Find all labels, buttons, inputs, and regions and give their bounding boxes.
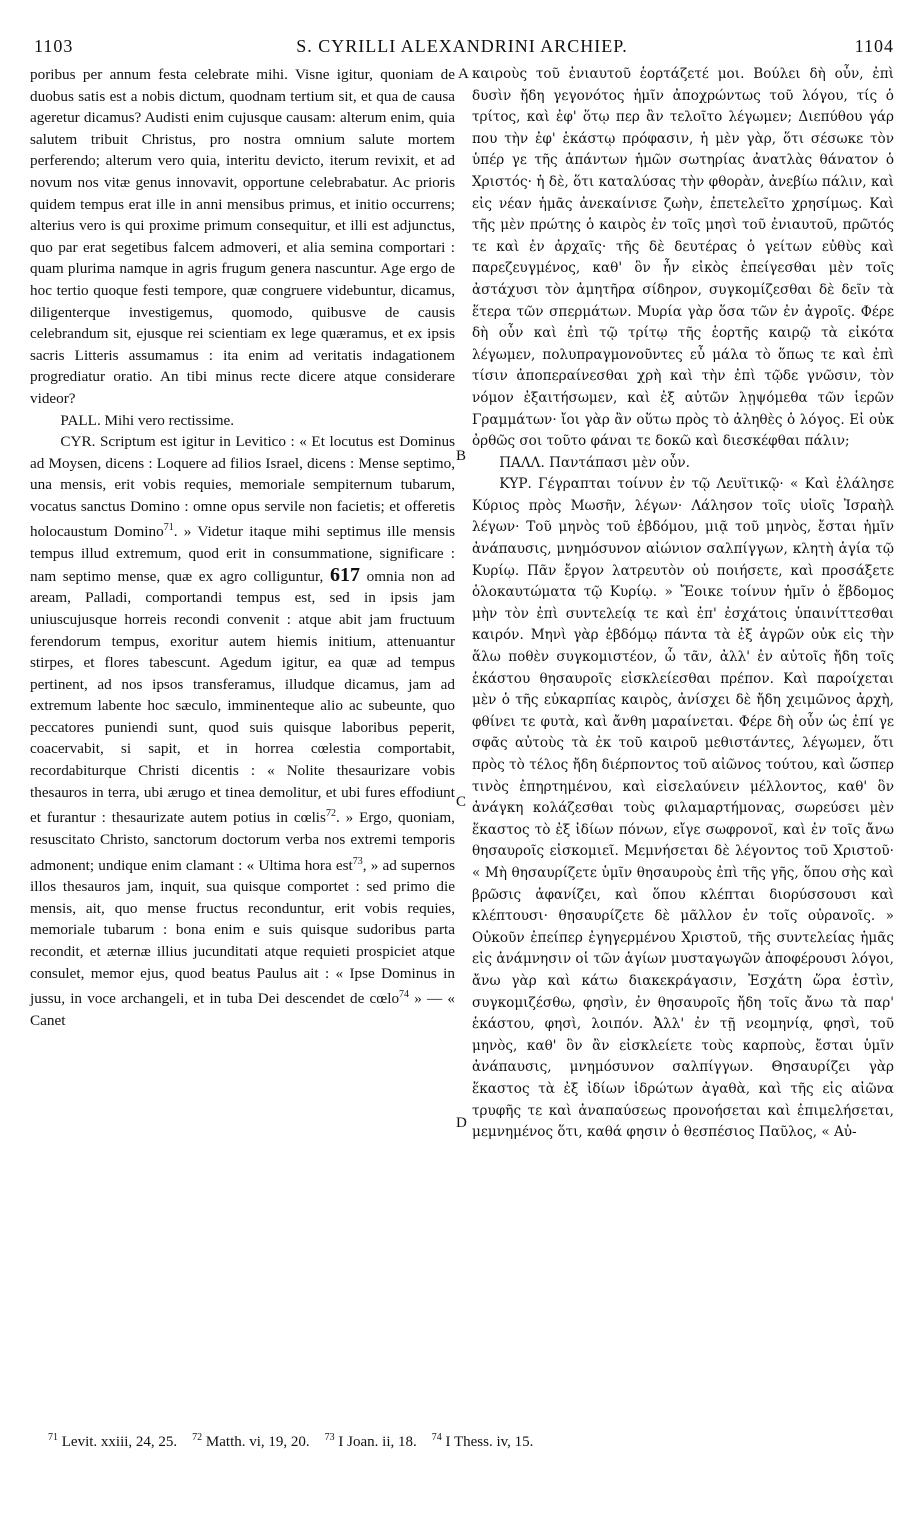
running-title: S. CYRILLI ALEXANDRINI ARCHIEP. xyxy=(296,36,628,56)
margin-marker-c: C xyxy=(456,794,467,810)
column-number: 617 xyxy=(329,563,360,586)
footnote-number: 71 xyxy=(48,1432,58,1443)
latin-text: . » Ergo, quoniam, resuscitato Christo, sanctorum doctorum verba nos extremi temporis admonent; undique enim clamant : « Ultima hora est xyxy=(30,809,455,874)
latin-column xyxy=(30,64,455,1031)
margin-marker-b: B xyxy=(456,448,467,464)
footnote-ref: 74 xyxy=(399,989,410,1001)
latin-text: , » ad supernos illos thesauros jam, inquit, sua quisque comportet : sed primo die mensis, ait, quo mense fructus reconduntur, erit vobis requies, memoriale tubarum : bona enim e suis quisque sudoribus parta recondit, et æternæ illius jucunditati atque requieti prospiciet atque consulet, memor ejus, quod beatus Paulus ait : « Ipse Dominus in jussu, in voce archangeli, et in tuba Dei descendet de cœlo xyxy=(30,856,455,1008)
footnote-ref: 71 xyxy=(163,522,174,534)
footnote-text: I Thess. iv, 15. xyxy=(445,1434,534,1450)
latin-text: CYR. Scriptum est igitur in Levitico : « Et locutus est Dominus ad Moysen, dicens : Loquere ad filios Israel, dicens : Mense septimo, una mensis, erit vobis requies, memoriale sempiternum tubarum, vocatus sanctus Domino : omne opus servile non facietis; et offeretis holocaustum Domino xyxy=(30,433,455,541)
right-page-number: 1104 xyxy=(854,36,894,56)
margin-marker-a: A xyxy=(458,66,469,82)
footnote-text: Levit. xxiii, 24, 25. xyxy=(61,1434,178,1450)
greek-paragraph-1: καιροὺς τοῦ ἐνιαυτοῦ ἑορτάζετέ μοι. Βούλει δὴ οὖν, ἐπὶ δυσὶν ἤδη γεγονότος ἡμῖν ἀποχρώντως τοῦ λόγου, τίς ὁ τρίτος, καὶ ἐφ' ὅτῳ περ ἂν τελοῖτο λέγωμεν; Διεπύθου γάρ που τὴν ἐφ' ἑκάστῳ πρόφασιν, ἡ μὲν γὰρ, ὅτι σέσωκε τὸν ὑπέρ γε τῆς ἁπάντων ἡμῶν σωτηρίας ἀνατλὰς θάνατον ὁ Χριστός· ἡ δὲ, ὅτι καταλύσας τὴν φθορὰν, ἀνεβίω πάλιν, καὶ εἰς νέαν ἡμᾶς ἀνεκαίνισε ζωὴν, ἐπετελεῖτο χρησίμως. Καὶ τῆς μὲν πρώτης ὁ καιρὸς ἐν τοῖς μησὶ τοῦ ἐνιαυτοῦ, πρῶτός τε καὶ ἐν ἀρχαῖς· τῆς δὲ δευτέρας ὁ γείτων εὐθὺς καὶ παρεζευγμένος, καθ' ὃν ἦν εἰκὸς ἐπείγεσθαι μὲν τοῖς ἀστάχυσι τὸν ἀμητῆρα σίδηρον, συγκομίζεσθαι δὲ δεῖν τὰ ἕτερα τῶν σπερμάτων. Μυρία γὰρ ὅσα τῶν ἐν ἀγροῖς. Φέρε δὴ οὖν καὶ ἐπὶ τῷ τρίτῳ τῆς ἑορτῆς καιρῷ τὰ εἰκότα λέγωμεν, πολυπραγμονοῦντες εὖ μάλα τὸ ὅπως τε καὶ ἐπὶ τίσιν ἀποπεραίνεσθαι χρὴ καὶ τὴν ἐπὶ τῷδε γνῶσιν, τὸν νόμον ἐξαιτήσωμεν, καὶ ἐξ αὐτῶν λῃψόμεθα τῶν ἱερῶν Γραμμάτων· ἴοι γὰρ ἂν οὕτω πρὸς τὸ ἀληθὲς ὁ λόγος. Εἰ οὐκ ὀρθῶς σοι τοῦτο φάναι τε δοκῶ καὶ διεσκέφθαι πάλιν; xyxy=(472,66,894,450)
latin-paragraph-1: poribus per annum festa celebrate mihi. Visne igitur, quoniam de duobus satis est a nobis dictum, quodnam tertium sit, et qua de causa ageretur dicamus? Audisti enim cujusque causam: alterum enim, quia salutem tribuit Christus, pro nostra omnium salute mortem perferendo; alterum vero quia, interitu devicto, iterum revixit, et ad novum nos vitæ genus innovavit, opportune celebrabatur. Ac prioris quidem tempus erat ille in anni mensibus primus, et initio occurrens; alterius vero is qui proxime primum consequitur, et illi est adjunctus, quo par erat segetibus falcem admoveri, et alia semina comportari : quam plurima namque in agris frugum genera nascuntur. Age ergo de hoc tertio quoque festi tempore, quæ congruere videbuntur, dicamus, diligenterque investigemus, quomodo, quibusve de causis celebrandum sit, ejusque rei scientiam ex lege quæramus, et ex ipsis sacris Litteris assumamus : ita enim ad veritatis indagationem progrediatur oratio. An tibi minus recte dicere atque considerare videor? xyxy=(30,66,455,407)
footnote-text: Matth. vi, 19, 20. xyxy=(205,1434,310,1450)
footnote-number: 72 xyxy=(192,1432,203,1443)
footnote-number: 73 xyxy=(324,1432,335,1443)
latin-text: . » Videtur itaque mihi septimus ille mensis tempus illud extremum, quod erit in consummatione, significare : nam septimo mense, quæ ex agro colliguntur, xyxy=(30,523,455,585)
footnotes xyxy=(48,1432,894,1451)
latin-paragraph-2: PALL. Mihi vero rectissime. xyxy=(60,411,235,429)
left-page-number: 1103 xyxy=(34,36,74,56)
latin-text: » — « Canet xyxy=(30,990,455,1029)
footnote-ref: 73 xyxy=(352,855,363,867)
greek-paragraph-3: ΚΥΡ. Γέγραπται τοίνυν ἐν τῷ Λευϊτικῷ· « Καὶ ἐλάλησε Κύριος πρὸς Μωσῆν, λέγων· Λάλησον τοῖς υἱοῖς Ἰσραὴλ λέγων· Τοῦ μηνὸς τοῦ ἑβδόμου, μιᾷ τοῦ μηνὸς, ἔσται ἡμῖν ἀνάπαυσις, μνημόσυνον αἰώνιον σαλπίγγων, κλητὴ ἁγία τῷ Κυρίῳ. Πᾶν ἔργον λατρευτὸν οὐ ποιήσετε, καὶ προσάξετε ὁλοκαυτώματα τῷ Κυρίῳ. » Ἔοικε τοίνυν ἡμῖν ὁ ἕβδομος μὴν τὸν ἐπὶ συντελείᾳ τε καὶ ἐπ' ἐσχάτοις ὑπαινίττεσθαι καιρόν. Μηνὶ γὰρ ἑβδόμῳ πάντα τὰ ἐξ ἀγρῶν οὐκ εἰς τὴν ἅλω ποθὲν συγκομιστέον, ὦ τᾶν, ἀλλ' ἐν αὐτοῖς ἤδη τοῖς ἑκάστου θησαυροῖς εἰσκλείεσθαι πρέπον. Καὶ παροίχεται μὲν ὁ τῆς εὐκαρπίας καιρὸς, ἀνίσχει δὲ ἤδη χειμῶνος ἀρχὴ, φθίνει τε φυτὰ, καὶ ἄνθη μαραίνεται. Φέρε δὴ οὖν ὡς ἐπί γε σφᾶς αὐτοὺς τὰ ἐκ τοῦ καιροῦ μεθιστάντες, λέγωμεν, ὅτι πρὸς τὸ τέλος ἤδη διέρποντος τοῦ αἰῶνος τούτου, καὶ ὥσπερ τινὸς ἐπηρτημένου, καὶ εἰσελαύνειν μέλλοντος, καθ' ὃν ἀνάγκη κολάζεσθαι τοὺς φιλαμαρτήμονας, σωρεύσει μὲν ἕκαστος τὸ ἐξ ἰδίων πόνων, εἴγε σωφρονοῖ, καὶ ἐν τοῖς ἄνω θησαυροῖς εἰσκομιεῖ. Μεμνήσεται δὲ λέγοντος τοῦ Χριστοῦ· « Μὴ θησαυρίζετε ὑμῖν θησαυροὺς ἐπὶ τῆς γῆς, ὅπου σὴς καὶ βρῶσις ἀφανίζει, καὶ ὅπου κλέπται διορύσσουσι καὶ κλέπτουσι· θησαυρίζετε δὲ μᾶλλον ἐν τοῖς οὐρανοῖς. » Οὐκοῦν ἐπείπερ ἐγηγερμένου Χριστοῦ, τῆς συντελείας ἡμᾶς εἰς ἀνάμνησιν οἱ τῶν ἁγίων μυσταγωγῶν ἀποφέρουσι λόγοι, ἄνω γὰρ καὶ κάτω διακεκράγασιν, Ἐσχάτη ὥρα ἐστὶν, συγκομιζέσθω, φησὶν, ἐν θησαυροῖς ἤδη τοῖς ἄνω τὰ παρ' ἑκάστου, φησὶ, λοιπόν. Ἀλλ' ἐν τῇ νεομηνίᾳ, φησὶ, τοῦ μηνὸς, καθ' ὃν ἂν εἰσκλείετε τοὺς καρποὺς, ἔσται ὑμῖν ἀνάπαυσις, μνημόσυνον σαλπίγγων. Θησαυρίζει γὰρ ἕκαστος τὰ ἐξ ἰδίων ἱδρώτων ἀγαθὰ, καὶ τῆς εἰς αἰῶνα τρυφῆς τε καὶ ἀναπαύσεως προνοήσεται καὶ ἐπιμελήσεται, μεμνημένος ὅτι, καθά φησιν ὁ θεσπέσιος Παῦλος, « Αὐ- xyxy=(472,476,894,1141)
page-header xyxy=(30,36,894,60)
greek-column xyxy=(472,64,894,1144)
latin-text: omnia non ad aream, Palladi, comportandi tempus est, sed in ipsis jam uniuscujusque horreis recondi convenit : atque abit jam fructuum ferendorum tempus, exoritur autem hiemis initium, attenuantur stirpes, et flores tabescunt. Agedum igitur, ea quæ ad tempus pertinent, ad nos ipsos transferamus, illudque dicamus, jam ad extremum labente hoc sæculo, imminenteque alio ac subeunte, quo peccatores puniendi sunt, quod suis quisque laboribus peperit, coacervabit, si sapit, et in horrea cœlestia comportabit, recordabiturque Christi dicentis : « Nolite thesaurizare vobis thesauros in terra, ubi ærugo et tinea demolitur, et ubi fures effodiunt et furantur : thesaurizate autem potius in cœlis xyxy=(30,567,456,827)
latin-paragraph-3 xyxy=(30,431,455,1031)
margin-marker-d: D xyxy=(456,1115,467,1131)
footnote-number: 74 xyxy=(431,1432,442,1443)
footnote-text: I Joan. ii, 18. xyxy=(338,1434,417,1450)
greek-paragraph-2: ΠΑΛΛ. Παντάπασι μὲν οὖν. xyxy=(499,454,690,471)
footnote-ref: 72 xyxy=(325,808,336,820)
